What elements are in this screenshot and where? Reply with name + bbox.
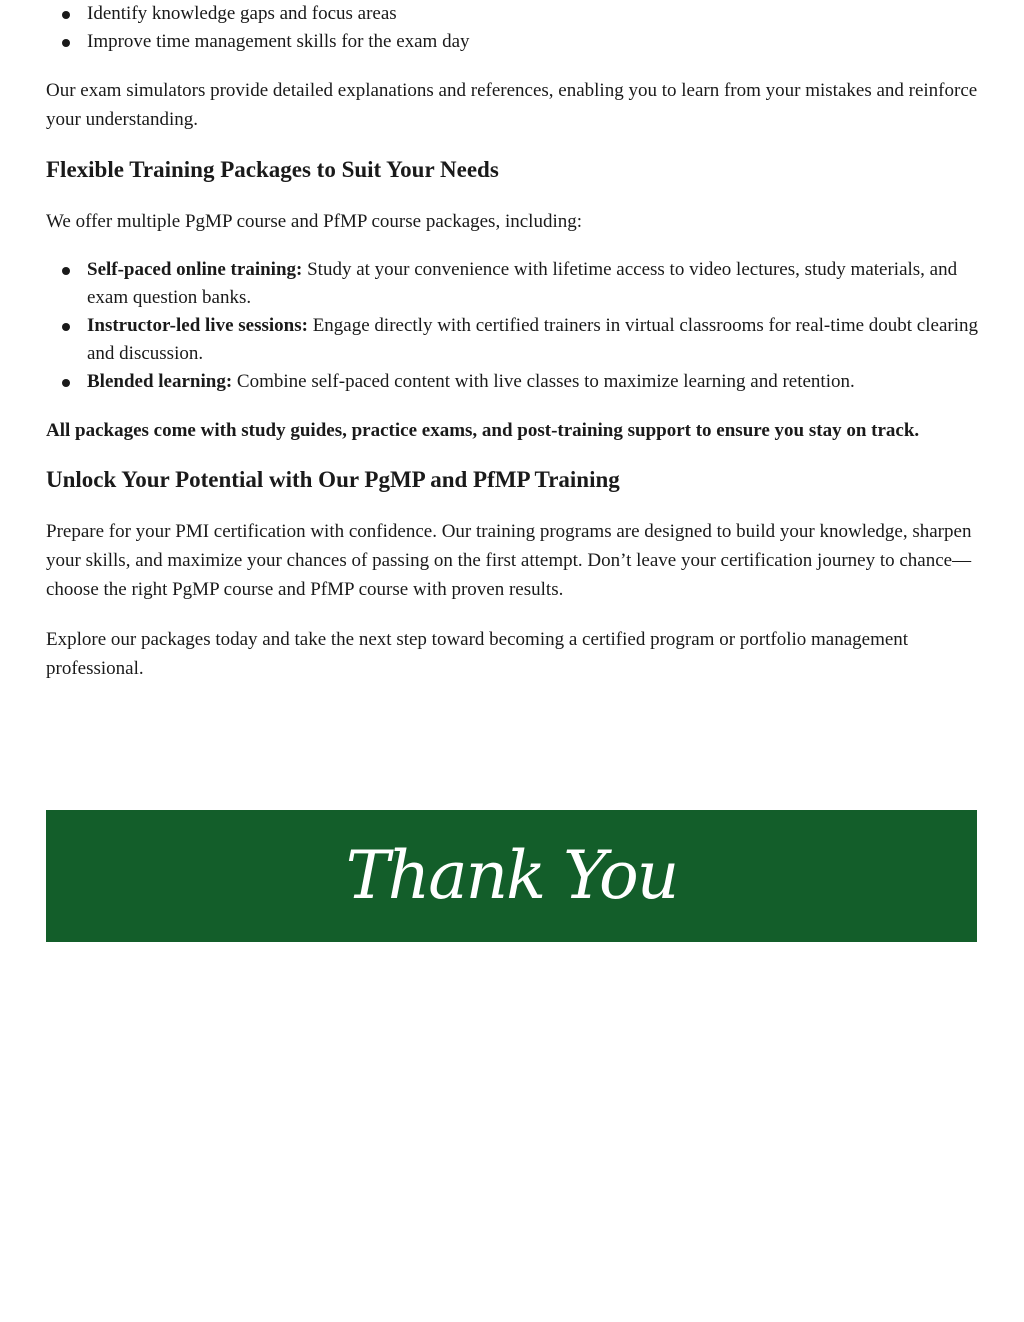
document-page bbox=[46, 0, 978, 683]
bullet-dot-icon bbox=[62, 267, 70, 275]
package-description: Combine self-paced content with live classes to maximize learning and retention. bbox=[232, 371, 855, 392]
bullet-dot-icon bbox=[62, 39, 70, 47]
packages-note: All packages come with study guides, practice exams, and post-training support to ensure you stay on track. bbox=[46, 420, 920, 441]
package-label: Self-paced online training: bbox=[87, 259, 303, 280]
list-item-text: Identify knowledge gaps and focus areas bbox=[87, 3, 397, 24]
packages-list bbox=[46, 256, 978, 396]
potential-paragraph-1: Prepare for your PMI certification with confidence. Our training programs are designed to build your knowledge, sharpen your skills, and maximize your chances of passing on the first attempt. Don’t leave your certification journey to chance—choose the right PgMP course and PfMP course with proven results. bbox=[46, 521, 972, 600]
list-item bbox=[46, 368, 978, 396]
list-item-text: Improve time management skills for the exam day bbox=[87, 31, 470, 52]
list-item bbox=[46, 256, 978, 312]
packages-intro: We offer multiple PgMP course and PfMP course packages, including: bbox=[46, 211, 582, 232]
bullet-dot-icon bbox=[62, 323, 70, 331]
list-item bbox=[46, 28, 978, 56]
bullet-dot-icon bbox=[62, 379, 70, 387]
thank-you-banner bbox=[46, 810, 977, 942]
package-label: Instructor-led live sessions: bbox=[87, 315, 308, 336]
thank-you-text: Thank You bbox=[345, 837, 678, 914]
package-description: Engage directly with certified trainers in virtual classrooms for real-time doubt clearing and discussion. bbox=[87, 315, 978, 364]
packages-heading: Flexible Training Packages to Suit Your Needs bbox=[46, 157, 499, 182]
list-item bbox=[46, 0, 978, 28]
potential-paragraph-2: Explore our packages today and take the next step toward becoming a certified program or portfolio management professional. bbox=[46, 629, 909, 679]
list-item bbox=[46, 312, 978, 368]
intro-bullet-list bbox=[46, 0, 978, 56]
potential-heading: Unlock Your Potential with Our PgMP and PfMP Training bbox=[46, 467, 620, 492]
package-label: Blended learning: bbox=[87, 371, 233, 392]
simulator-paragraph: Our exam simulators provide detailed explanations and references, enabling you to learn from your mistakes and reinforce your understanding. bbox=[46, 80, 978, 130]
bullet-dot-icon bbox=[62, 11, 70, 19]
package-description: Study at your convenience with lifetime access to video lectures, study materials, and exam question banks. bbox=[87, 259, 958, 308]
